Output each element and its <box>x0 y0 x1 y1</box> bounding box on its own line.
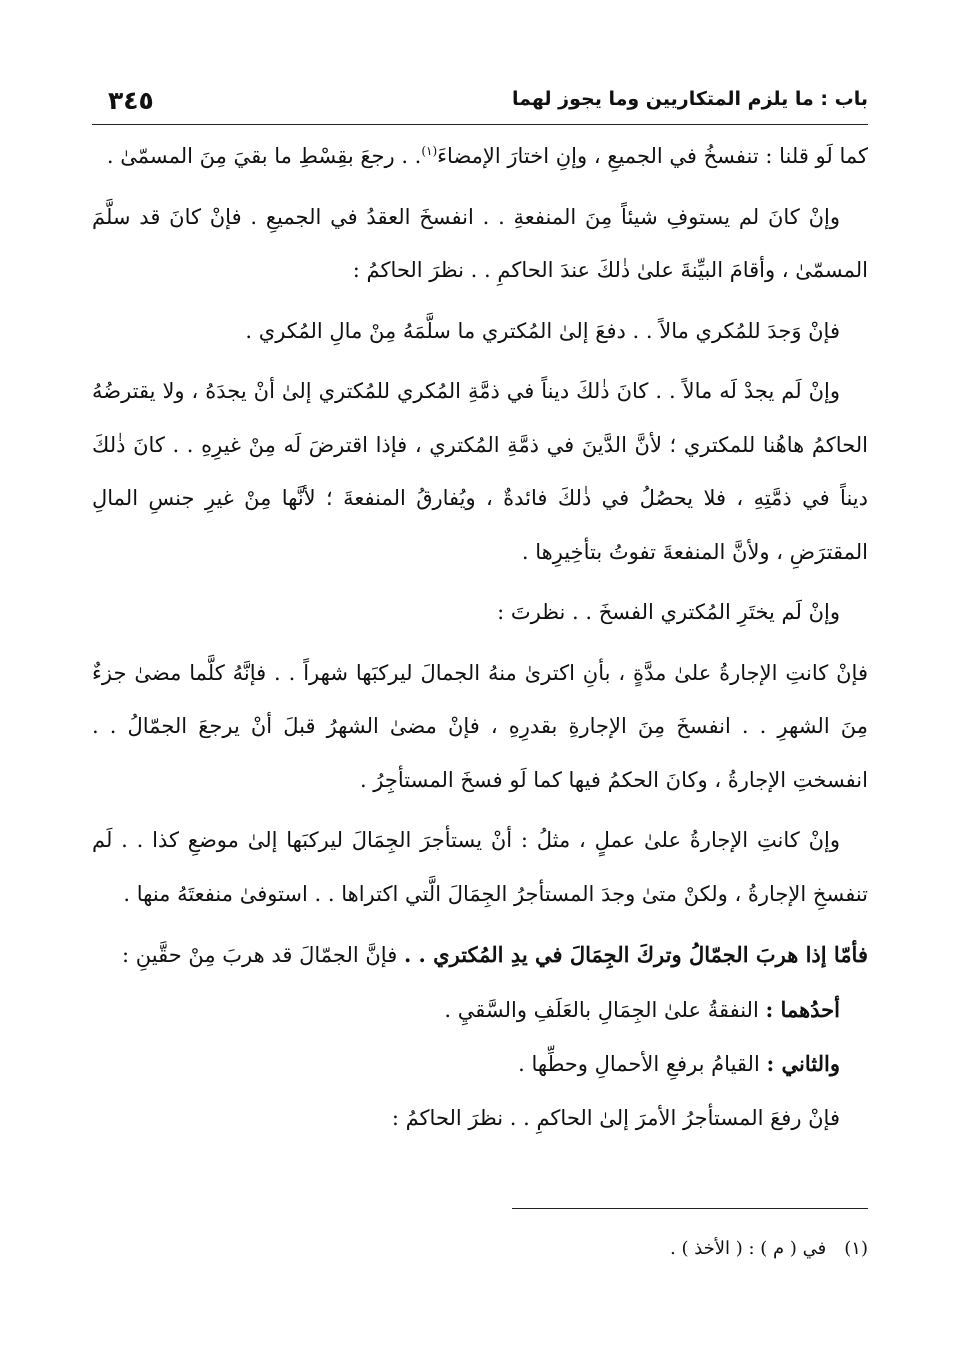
paragraph-4: وإنْ لَم يجدْ لَه مالاً . . كانَ ذٰلكَ ديناً في ذمَّةِ المُكري للمُكتري إلىٰ أنْ يجدَهُ ، ولا يقترضُهُ الحاكمُ هاهُنا للمكتري ؛ لأنَّ الدَّينَ في ذمَّةِ المُكتري ، فإذا اقترضَ لَه مِنْ غيرِهِ . . كانَ ذٰلكَ ديناً في ذمَّتِهِ ، فلا يحصُلُ في ذٰلكَ فائدةٌ ، ويُفارقُ المنفعةَ ؛ لأنَّها مِنْ غيرِ جنسِ المالِ المقترَضِ ، ولأنَّ المنفعةَ تفوتُ بتأخِيرِها . <box>92 379 868 564</box>
paragraph-1-text: كما لَو قلنا : تنفسخُ في الجميعِ ، وإنِ اختارَ الإمضاءَ <box>437 144 868 168</box>
running-title: باب : ما يلزم المتكاريين وما يجوز لهما <box>512 88 868 110</box>
footnote <box>670 1238 868 1259</box>
list-item-1-label: أحدُهما : <box>765 996 840 1022</box>
page-header <box>92 86 868 125</box>
list-item-1 <box>92 983 868 1038</box>
footnote-divider <box>512 1208 868 1209</box>
list-item-2-text: القيامُ برفعِ الأحمالِ وحطِّها . <box>518 1052 760 1076</box>
page-number: ٣٤٥ <box>108 86 154 115</box>
paragraph-6: فإنْ كانتِ الإجارةُ علىٰ مدَّةٍ ، بأنِ اكترىٰ منهُ الجمالَ ليركبَها شهراً . . فإنَّهُ كلَّما مضىٰ جزءٌ مِنَ الشهرِ . . انفسخَ مِنَ الإجارةِ بقدرِهِ ، فإنْ مضىٰ الشهرُ قبلَ أنْ يرجعَ الجمّالُ . . انفسختِ الإجارةُ ، وكانَ الحكمُ فيها كما لَو فسخَ المستأجِرُ . <box>92 660 868 792</box>
list-item-1-text: النفقةُ علىٰ الجِمَالِ بالعَلَفِ والسَّقيِ . <box>444 997 759 1022</box>
paragraph-8-bold: فأمّا إذا هربَ الجمّالُ وتركَ الجِمَالَ في يدِ المُكتري . . <box>403 942 868 967</box>
footnote-number: (١) <box>844 1238 868 1259</box>
paragraph-1-end: . . رجعَ بقِسْطِ ما بقيَ مِنَ المسمّىٰ . <box>106 144 422 168</box>
paragraph-8-rest: فإنَّ الجمّالَ قد هربَ مِنْ حقَّينِ : <box>122 943 398 967</box>
list-item-2 <box>92 1037 868 1092</box>
footnote-text: في ( م ) : ( الأخذ ) . <box>670 1238 827 1259</box>
list-item-2-label: والثاني : <box>766 1051 840 1076</box>
paragraph-8 <box>92 928 868 983</box>
paragraph-5: وإنْ لَم يختَرِ المُكتري الفسخَ . . نظرتَ : <box>497 600 840 624</box>
paragraph-3: فإنْ وَجدَ للمُكري مالاً . . دفعَ إلىٰ المُكتري ما سلَّمَهُ مِنْ مالِ المُكري . <box>245 318 840 343</box>
main-text <box>92 130 868 1145</box>
paragraph-7: وإنْ كانتِ الإجارةُ علىٰ عملٍ ، مثلُ : أنْ يستأجرَ الجِمَالَ ليركبَها إلىٰ موضعِ كذا . . لَم تنفسخِ الإجارةُ ، ولكنْ متىٰ وجدَ المستأجرُ الجِمَالَ الَّتي اكتراها . . استوفىٰ منفعتَهُ منها . <box>92 828 868 906</box>
footnote-reference: (١) <box>421 144 438 158</box>
paragraph-1 <box>92 130 868 184</box>
paragraph-2: وإنْ كانَ لم يستوفِ شيئاً مِنَ المنفعةِ . . انفسخَ العقدُ في الجميعِ . فإنْ كانَ قد سلَّمَ المسمّىٰ ، وأقامَ البيِّنةَ علىٰ ذٰلكَ عندَ الحاكمِ . . نظرَ الحاكمُ : <box>92 204 868 282</box>
paragraph-9: فإنْ رفعَ المستأجرُ الأمرَ إلىٰ الحاكمِ . . نظرَ الحاكمُ : <box>391 1105 840 1130</box>
